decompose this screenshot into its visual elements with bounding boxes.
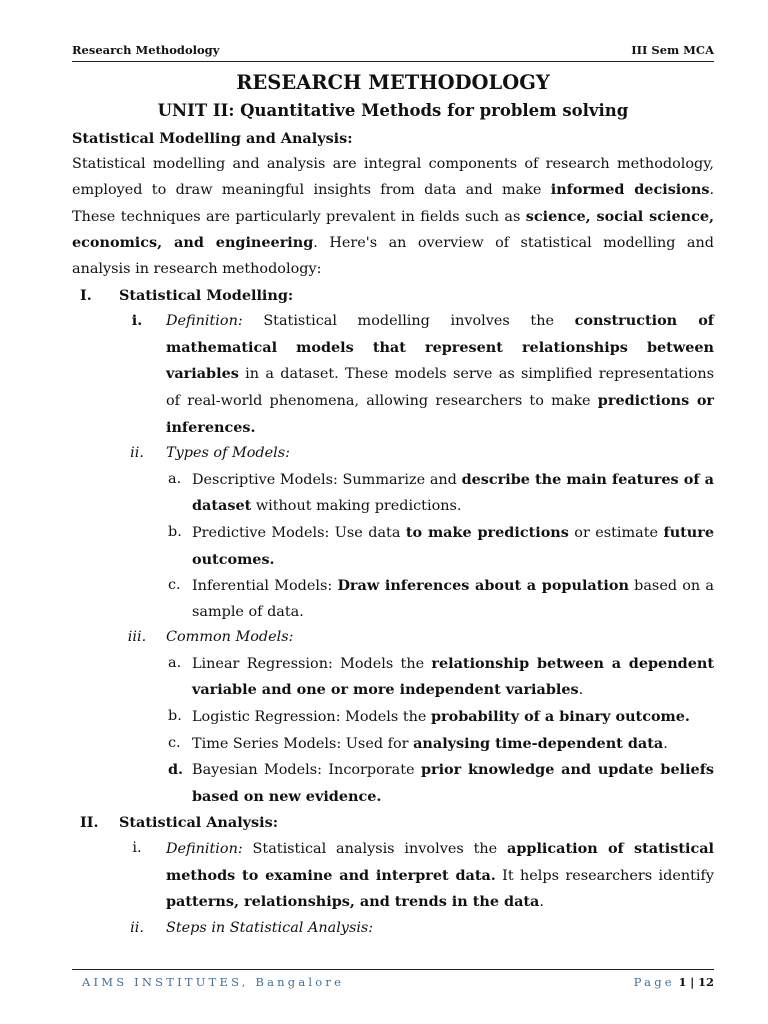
s1-item-i-bold-2: predictions or inferences.	[166, 391, 715, 436]
s2-item-ii-marker: ii.	[130, 919, 144, 936]
s1-iii-b-bold-1: probability of a binary outcome.	[430, 708, 690, 726]
s1-ii-a	[72, 467, 714, 520]
s1-ii-b-marker: b.	[168, 523, 182, 540]
s1-ii-a-text-1: Descriptive Models: Summarize and	[192, 471, 462, 488]
intro-bold-1: informed decisions	[550, 181, 710, 199]
s1-item-iii	[72, 625, 714, 651]
section-2-title: Statistical Analysis:	[119, 814, 279, 832]
s1-ii-a-text-2: without making predictions.	[251, 498, 462, 515]
s1-ii-c	[72, 573, 714, 625]
s1-iii-c-marker: c.	[168, 734, 181, 751]
s1-iii-a-text-1: Linear Regression: Models the	[192, 655, 432, 672]
section-1-heading	[72, 283, 714, 309]
s1-iii-a-text-2: .	[578, 682, 584, 699]
s1-iii-d-marker: d.	[168, 761, 184, 779]
s1-ii-b-bold-1: to make predictions	[405, 523, 569, 541]
intro-text-1: Statistical modelling and analysis are integral components of research methodology, employed to draw meaningful insights from data and make	[72, 155, 714, 199]
s1-iii-c-text-1: Time Series Models: Used for	[192, 735, 414, 752]
page-footer	[72, 969, 714, 994]
footer-page-label: Page	[633, 975, 675, 989]
s1-ii-c-bold-1: Draw inferences about a population	[337, 577, 629, 595]
s2-item-ii	[72, 916, 714, 942]
s1-ii-b	[72, 520, 714, 573]
s1-ii-a-bold-1: describe the main features of a dataset	[192, 470, 714, 515]
s1-ii-b-bold-2: future outcomes.	[192, 523, 715, 568]
s1-item-i-text-2: in a dataset. These models serve as simplified representations of real-world phenomena, allowing researchers to make	[166, 366, 714, 409]
s1-item-iii-marker: iii.	[127, 629, 147, 646]
document-title: RESEARCH METHODOLOGY	[236, 71, 550, 94]
intro-bold-2: science, social science, economics, and engineering	[72, 207, 714, 252]
s1-iii-b-marker: b.	[168, 708, 182, 725]
section-2-marker: II.	[80, 814, 99, 832]
unit-subtitle: UNIT II: Quantitative Methods for problem solving	[157, 101, 629, 120]
header-course-title: Research Methodology	[72, 43, 220, 57]
document-body	[72, 70, 714, 941]
section-heading: Statistical Modelling and Analysis:	[72, 130, 353, 147]
footer-institute: AIMS INSTITUTES, Bangalore	[82, 975, 345, 989]
s1-iii-c-bold-1: analysing time-dependent data	[413, 734, 664, 752]
s1-iii-a-bold-1: relationship between a dependent variable and one or more independent variables	[192, 654, 714, 699]
s1-item-i	[72, 308, 714, 441]
s2-item-i-text-1: Statistical analysis involves the	[242, 841, 508, 858]
s1-iii-d-bold-1: prior knowledge and update beliefs based on new evidence.	[192, 761, 714, 805]
s1-iii-c	[72, 731, 714, 758]
s1-item-ii-label: Types of Models:	[166, 445, 290, 462]
s1-ii-b-text-1: Predictive Models: Use data	[192, 524, 406, 541]
s1-ii-b-text-2: or estimate	[568, 524, 664, 541]
s1-iii-b-text-1: Logistic Regression: Models the	[192, 709, 431, 726]
s2-item-ii-label: Steps in Statistical Analysis:	[166, 919, 374, 936]
s1-ii-c-text-2: based on a sample of data.	[192, 578, 715, 620]
section-1-title: Statistical Modelling:	[119, 286, 294, 304]
s1-ii-c-text-1: Inferential Models:	[192, 578, 338, 595]
footer-total-pages: 12	[697, 975, 714, 989]
header-semester: III Sem MCA	[631, 43, 714, 57]
s2-item-i-text-2: It helps researchers identify	[495, 867, 714, 884]
s2-item-i-marker: i.	[132, 840, 142, 857]
footer-separator: |	[690, 975, 695, 989]
footer-page-number	[634, 975, 714, 989]
s2-item-i	[72, 836, 714, 916]
s1-item-i-text-1: Statistical modelling involves the	[242, 313, 575, 330]
s1-iii-b	[72, 704, 714, 731]
s1-item-iii-label: Common Models:	[166, 629, 294, 646]
s1-iii-a-marker: a.	[168, 654, 182, 671]
s1-item-ii	[72, 441, 714, 467]
s2-item-i-bold-1: application of statistical methods to examine and interpret data.	[166, 840, 714, 884]
s1-item-i-bold-1: construction of mathematical models that represent relationships between variables	[166, 312, 714, 383]
intro-paragraph	[72, 152, 714, 283]
page-header	[72, 41, 714, 62]
s1-iii-a	[72, 651, 714, 704]
intro-text-3: . Here's an overview of statistical modelling and analysis in research methodology:	[72, 235, 714, 277]
s1-ii-c-marker: c.	[168, 577, 181, 594]
s1-item-i-label: Definition:	[166, 313, 243, 330]
s1-iii-d-text-1: Bayesian Models: Incorporate	[192, 762, 421, 779]
s2-item-i-label: Definition:	[166, 841, 243, 858]
intro-text-2: . These techniques are particularly prevalent in fields such as	[72, 182, 715, 225]
section-2-heading	[72, 810, 714, 836]
footer-current-page: 1	[678, 975, 687, 989]
s1-item-ii-marker: ii.	[130, 445, 144, 462]
s2-item-i-text-3: .	[539, 894, 544, 911]
s1-iii-c-text-2: .	[663, 735, 668, 752]
s1-iii-d	[72, 757, 714, 810]
section-1-marker: I.	[80, 286, 92, 304]
s1-item-i-marker: i.	[131, 312, 143, 330]
s2-item-i-bold-2: patterns, relationships, and trends in the data	[166, 893, 540, 911]
s1-ii-a-marker: a.	[168, 470, 182, 487]
